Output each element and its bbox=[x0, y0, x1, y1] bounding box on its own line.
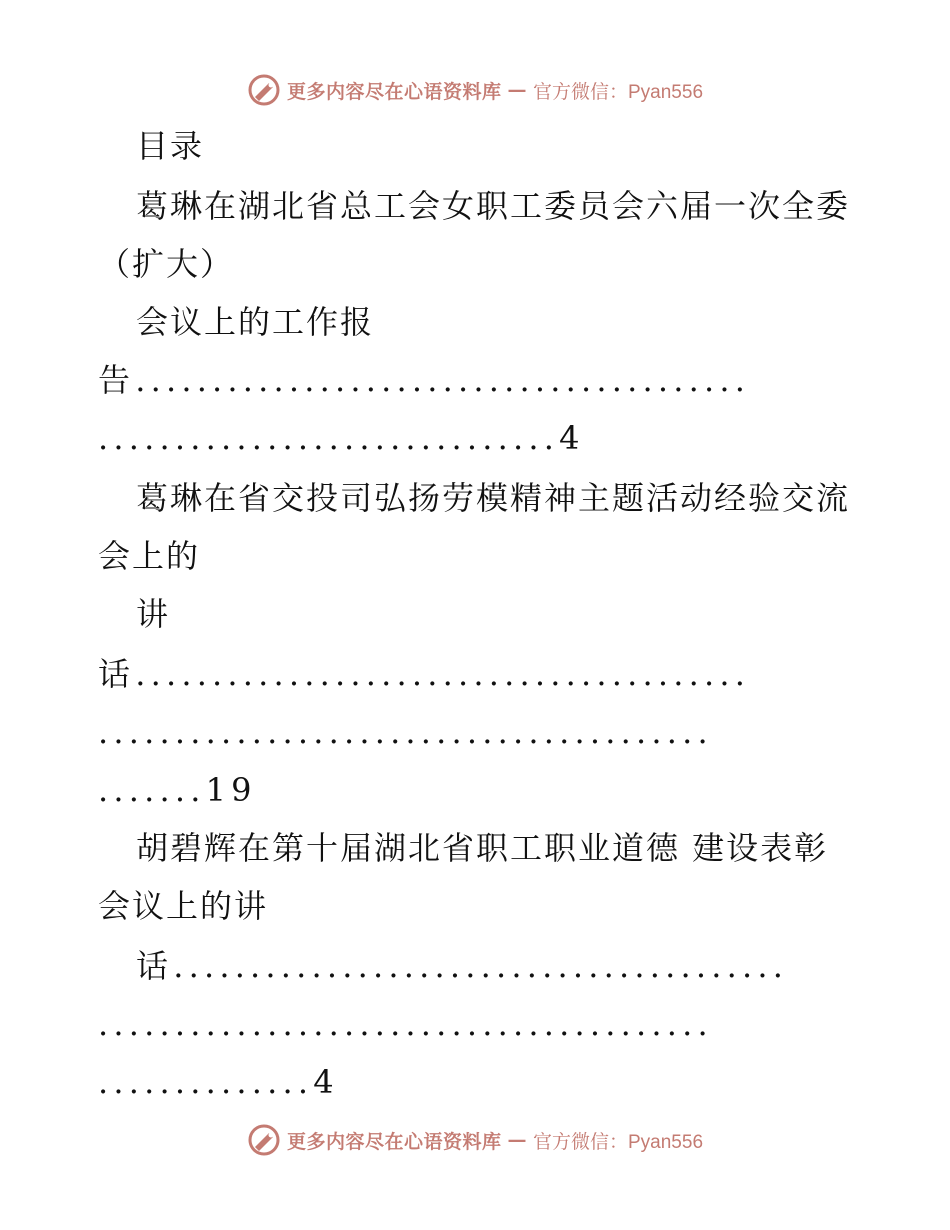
toc-line: （扩大） bbox=[98, 245, 235, 283]
banner-dash: — bbox=[507, 1129, 527, 1151]
toc-dot-leader: ........................................ bbox=[98, 1005, 713, 1043]
footer-banner bbox=[0, 1120, 950, 1160]
pen-seal-logo-icon bbox=[247, 73, 281, 107]
banner-text: 更多内容尽在心语资料库 bbox=[286, 80, 502, 103]
banner-contact: 官方微信：Pyan556 bbox=[533, 1131, 704, 1153]
toc-dot-leader: ........................................ bbox=[98, 713, 713, 751]
toc-page-number-line: .......19 bbox=[98, 771, 257, 809]
toc-line: 会议上的工作报 bbox=[136, 303, 375, 341]
toc-line: 会议上的讲 bbox=[98, 887, 269, 925]
toc-dot-leader: 话........................................ bbox=[136, 947, 789, 985]
toc-dot-leader: 告........................................ bbox=[98, 361, 751, 399]
toc-line: 讲 bbox=[136, 595, 171, 633]
toc-dot-leader: 话........................................ bbox=[98, 655, 751, 693]
banner-dash: — bbox=[507, 79, 527, 101]
toc-line: 葛琳在湖北省总工会女职工委员会六届一次全委 bbox=[136, 187, 850, 225]
toc-page-number-line: ..............................4 bbox=[98, 419, 585, 457]
banner-contact: 官方微信：Pyan556 bbox=[533, 81, 704, 103]
banner-text: 更多内容尽在心语资料库 bbox=[286, 1130, 502, 1153]
toc-line: 胡碧辉在第十届湖北省职工职业道德 建设表彰 bbox=[136, 829, 829, 867]
toc-page-number-line: ..............4 bbox=[98, 1063, 339, 1101]
header-banner bbox=[0, 70, 950, 110]
toc-title: 目录 bbox=[136, 127, 205, 165]
toc-line: 会上的 bbox=[98, 537, 201, 575]
pen-seal-logo-icon bbox=[247, 1123, 281, 1157]
toc-line: 葛琳在省交投司弘扬劳模精神主题活动经验交流 bbox=[136, 479, 850, 517]
